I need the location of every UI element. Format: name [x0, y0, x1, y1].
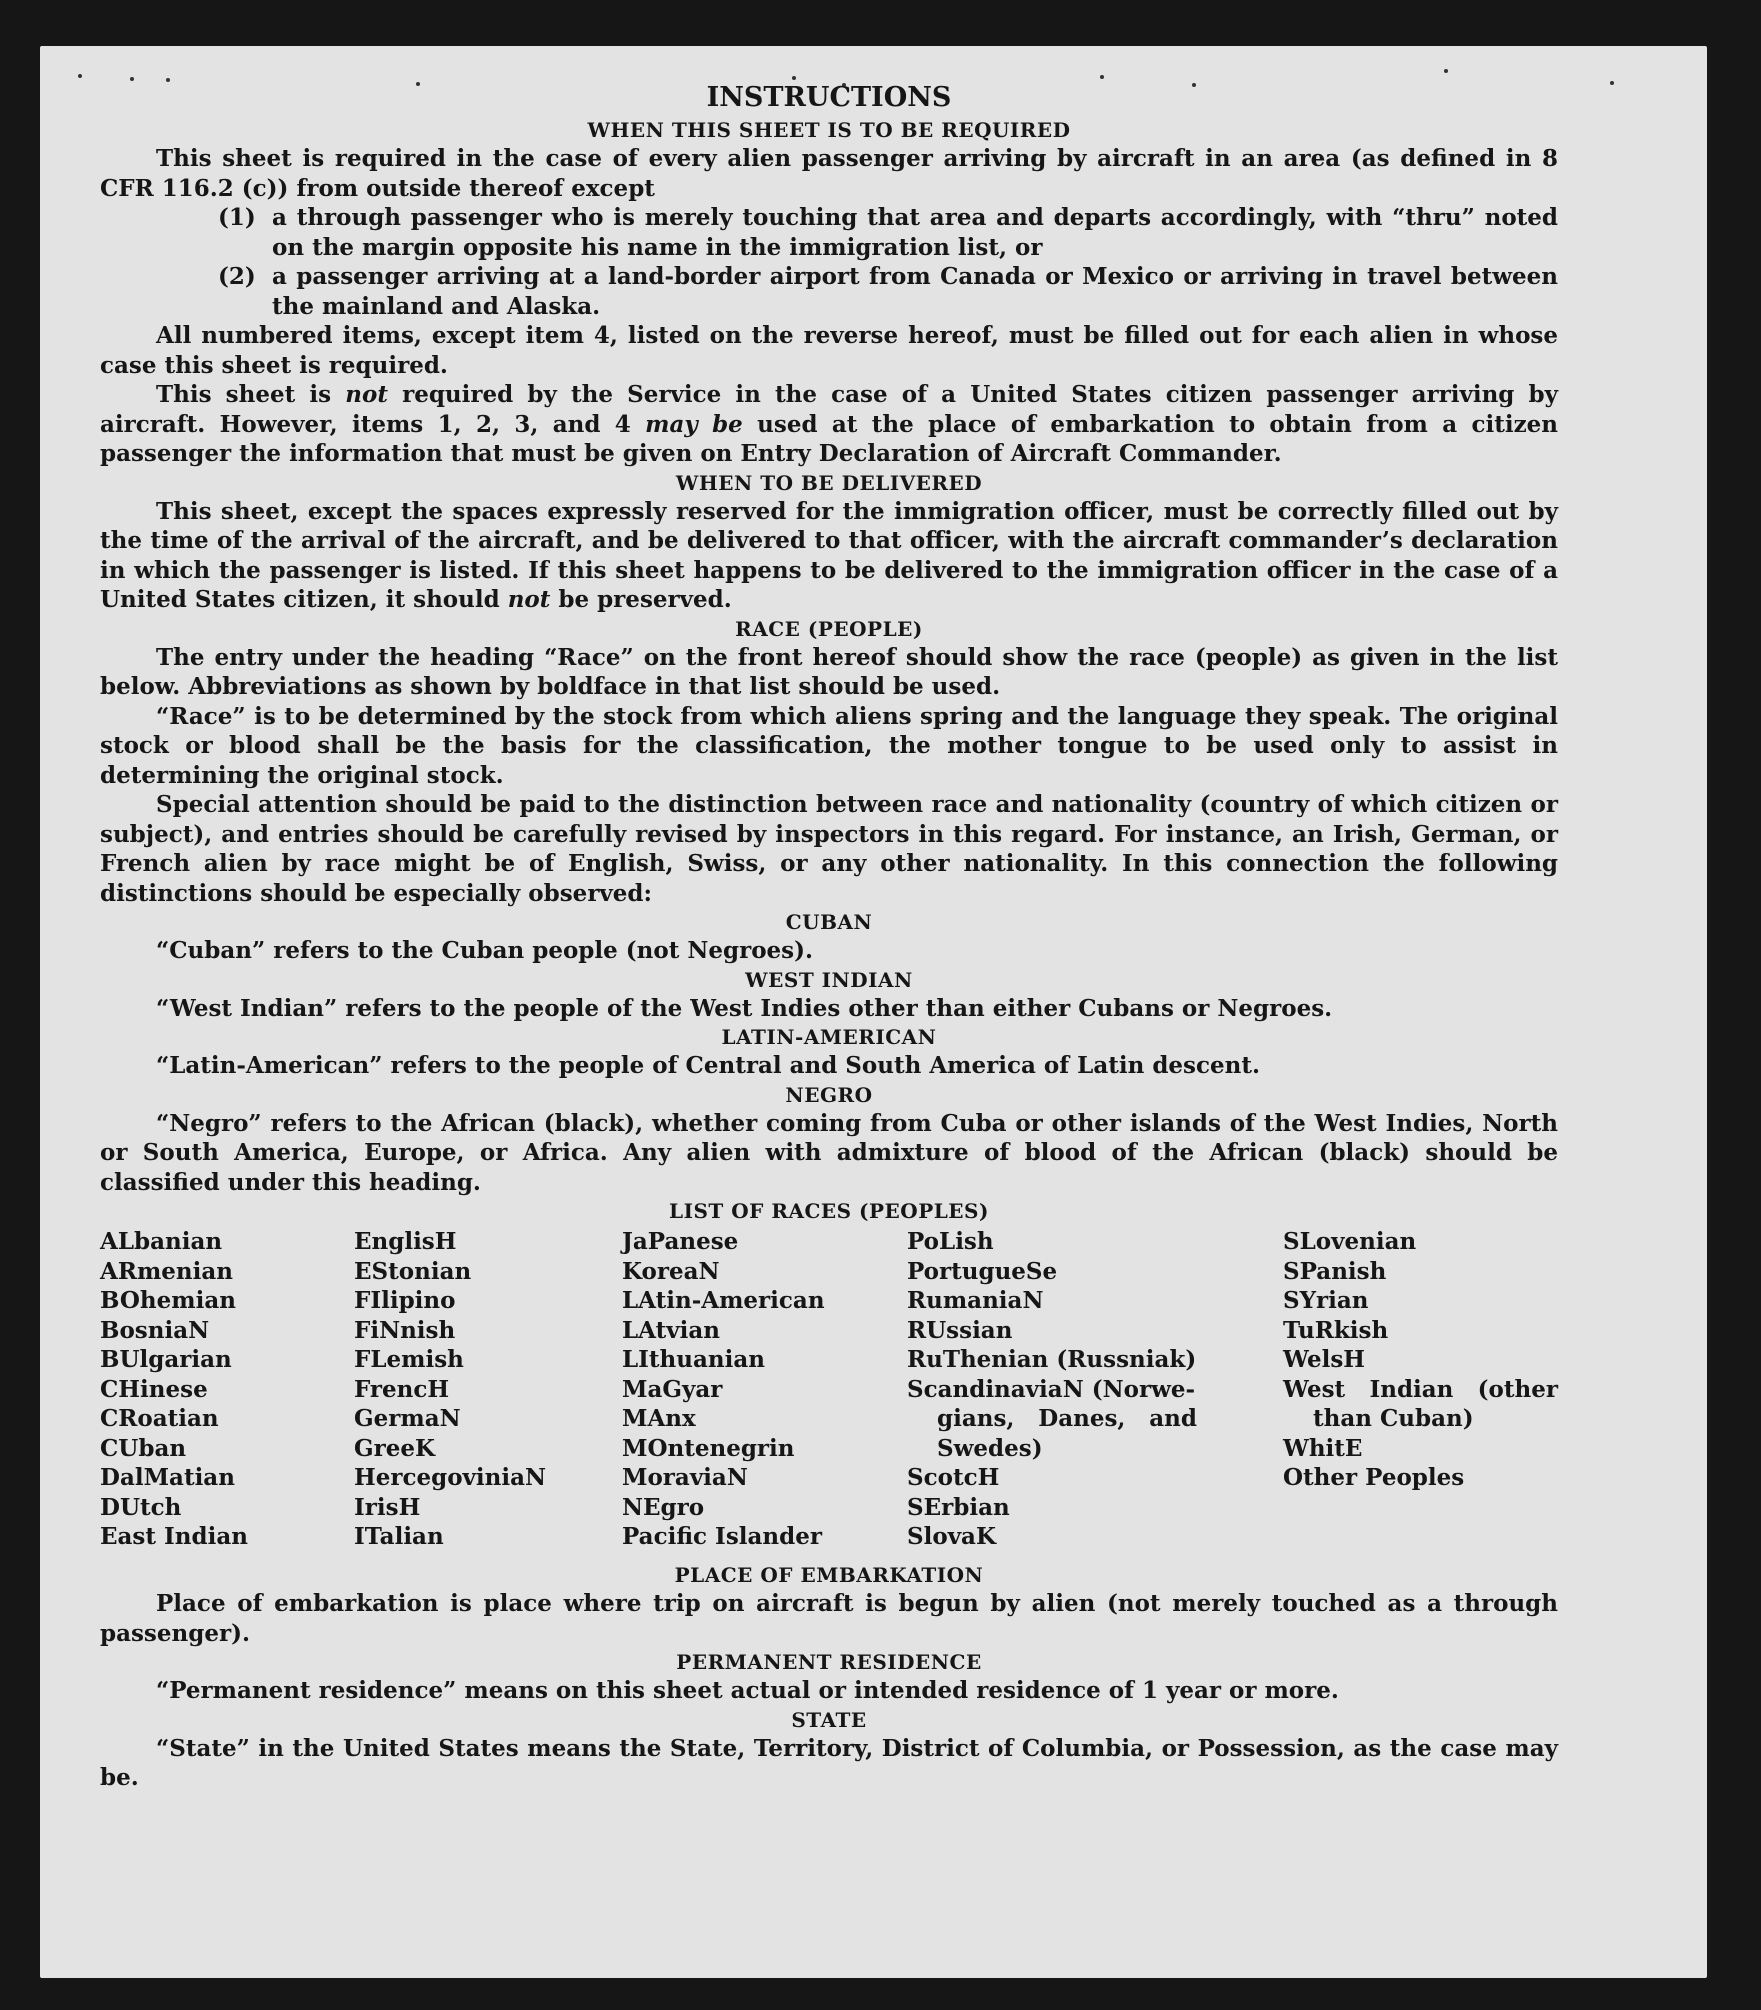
race-item: CHinese: [100, 1375, 208, 1403]
race-column-1: [100, 1227, 248, 1552]
race-item: SYrian: [1283, 1287, 1369, 1314]
race-item: FLemish: [354, 1346, 464, 1373]
race-item: MaGyar: [622, 1375, 723, 1403]
race-item: KoreaN: [622, 1257, 720, 1285]
heading-permanent-residence: PERMANENT RESIDENCE: [676, 1650, 982, 1674]
heading-negro: NEGRO: [785, 1082, 873, 1107]
emphasis-may-be: may be: [645, 410, 743, 438]
heading-list-of-races: LIST OF RACES (PEOPLES): [669, 1199, 989, 1223]
race-item: FrencH: [354, 1375, 450, 1403]
state-paragraph: “State” in the United States means the State, Territory, District of Columbia, or Possession, as the case may be.: [100, 1734, 1558, 1791]
heading-when-required: WHEN THIS SHEET IS TO BE REQUIRED: [587, 118, 1071, 142]
race-item: JaPanese: [622, 1228, 739, 1255]
exception-text: a passenger arriving at a land-border airport from Canada or Mexico or arriving in travel between the mainland and Alaska.: [272, 263, 1558, 320]
race-item: IrisH: [354, 1493, 421, 1521]
race-column-4: [907, 1227, 1197, 1552]
race-item: ScotcH: [907, 1464, 1000, 1491]
race-item: SLovenian: [1283, 1228, 1417, 1255]
when-delivered-paragraph: [100, 497, 1558, 615]
race-item: BOhemian: [100, 1287, 236, 1314]
race-list: [100, 1227, 1558, 1561]
race-paragraph-2: “Race” is to be determined by the stock from which aliens spring and the language they speak. The original stock or blood shall be the basis for the classification, the mother tongue to be used only to assist in determining the original stock.: [100, 702, 1558, 789]
race-item: East Indian: [100, 1523, 248, 1550]
race-item: BUlgarian: [100, 1346, 232, 1373]
race-column-3: [622, 1227, 825, 1552]
race-item: ITalian: [354, 1523, 444, 1550]
emphasis-not: not: [345, 381, 388, 408]
race-item: DalMatian: [100, 1464, 235, 1491]
race-item: FiNnish: [354, 1316, 456, 1344]
race-item: BosniaN: [100, 1316, 210, 1344]
boldface-word: boldface: [537, 673, 647, 700]
heading-latin-american: LATIN-AMERICAN: [721, 1025, 937, 1049]
heading-when-delivered: WHEN TO BE DELIVERED: [675, 470, 983, 495]
race-item: LAtin-American: [622, 1287, 825, 1314]
text-run: be preserved.: [550, 586, 732, 613]
race-item-scandinavian-cont: gians, Danes, and: [937, 1405, 1197, 1432]
race-item: LAtvian: [622, 1316, 720, 1344]
place-of-embarkation-paragraph: Place of embarkation is place where trip on aircraft is begun by alien (not merely touched as a through passenger).: [100, 1590, 1558, 1647]
race-item: PortugueSe: [907, 1257, 1058, 1285]
exception-item-2: [100, 262, 1558, 321]
exception-number: (1): [218, 204, 256, 231]
text-run: The entry under the heading “Race” on the front hereof should show the race (people) as given in the list below. Abbreviations as shown by: [100, 643, 1558, 700]
permanent-residence-paragraph: “Permanent residence” means on this sheet actual or intended residence of 1 year or more.: [156, 1677, 1339, 1704]
latin-american-paragraph: “Latin-American” refers to the people of Central and South America of Latin descent.: [156, 1052, 1260, 1079]
heading-state: STATE: [791, 1707, 867, 1732]
text-run: required by the Service in the case of a United States citizen passenger arriving by aircraft. However, items 1, 2, 3, and 4: [100, 381, 1558, 438]
race-item: CUban: [100, 1434, 187, 1462]
exception-item-1: [100, 203, 1558, 262]
race-item-scandinavian-cont: Swedes): [937, 1434, 1043, 1462]
race-item: CRoatian: [100, 1405, 219, 1432]
race-item: SlovaK: [907, 1523, 996, 1550]
race-item: SErbian: [907, 1493, 1010, 1521]
race-item: EStonian: [354, 1257, 472, 1285]
exception-text: a through passenger who is merely touching that area and departs accordingly, with “thru” noted on the margin opposite his name in the immigration list, or: [272, 204, 1558, 261]
race-item: GermaN: [354, 1405, 461, 1432]
exception-number: (2): [218, 263, 256, 290]
race-item: WhitE: [1283, 1434, 1363, 1462]
when-required-intro: This sheet is required in the case of every alien passenger arriving by aircraft in an area (as defined in 8 CFR 116.2 (c)) from outside thereof except: [100, 145, 1558, 202]
race-column-5: [1283, 1227, 1558, 1493]
race-item: MoraviaN: [622, 1464, 748, 1491]
instructions-content: [100, 80, 1558, 1793]
race-item: FIlipino: [354, 1287, 456, 1314]
race-item: ARmenian: [100, 1257, 234, 1285]
west-indian-paragraph: “West Indian” refers to the people of the West Indies other than either Cubans or Negroes.: [156, 994, 1333, 1022]
race-item: NEgro: [622, 1493, 705, 1521]
race-item: HercegoviniaN: [354, 1464, 547, 1491]
race-item-west-indian: West Indian (other: [1283, 1375, 1558, 1403]
race-item: RUssian: [907, 1316, 1013, 1344]
race-item: WelsH: [1283, 1346, 1366, 1373]
emphasis-not: not: [507, 586, 551, 613]
race-item-scandinavian: ScandinaviaN (Norwe-: [907, 1375, 1196, 1403]
heading-race: RACE (PEOPLE): [735, 616, 923, 641]
numbered-items-paragraph: All numbered items, except item 4, listed on the reverse hereof, must be filled out for each alien in whose case this sheet is required.: [100, 322, 1558, 379]
text-run: in that list should be used.: [646, 673, 1001, 700]
race-item: TuRkish: [1283, 1316, 1389, 1344]
negro-paragraph: “Negro” refers to the African (black), whether coming from Cuba or other islands of the West Indies, North or South America, Europe, or Africa. Any alien with admixture of blood of the African (black) should be classified under this heading.: [100, 1109, 1558, 1196]
race-paragraph-1: [100, 643, 1558, 702]
race-item: RuThenian (Russniak): [907, 1346, 1197, 1373]
race-item: MOntenegrin: [622, 1434, 795, 1462]
heading-place-of-embarkation: PLACE OF EMBARKATION: [674, 1563, 984, 1587]
text-run: used at the place of embarkation to obtain from a citizen passenger the information that must be given on Entry Declaration of Aircraft Commander.: [100, 410, 1559, 467]
race-item: RumaniaN: [907, 1287, 1044, 1314]
race-paragraph-3: Special attention should be paid to the distinction between race and nationality (country of which citizen or subject), and entries should be carefully revised by inspectors in this regard. For instance, an Irish, German, or French alien by race might be of English, Swiss, or any other nationality. In this connection the following distinctions should be especially observed:: [100, 791, 1558, 907]
heading-cuban: CUBAN: [785, 910, 873, 934]
race-item: MAnx: [622, 1405, 696, 1432]
text-run: This sheet, except the spaces expressly reserved for the immigration officer, must be correctly filled out by the time of the arrival of the aircraft, and be delivered to that officer, with the aircraft commander’s declaration in which the passenger is listed. If this sheet happens to be delivered to the immigration officer in the case of a United States citizen, it should: [100, 497, 1558, 613]
race-item: Pacific Islander: [622, 1523, 822, 1550]
race-item-west-indian-cont: than Cuban): [1313, 1405, 1474, 1432]
race-item: PoLish: [907, 1228, 994, 1255]
race-column-2: [354, 1227, 546, 1552]
race-item: EnglisH: [354, 1228, 457, 1255]
race-item: ALbanian: [100, 1228, 223, 1255]
race-item: SPanish: [1283, 1257, 1387, 1285]
race-item: LIthuanian: [622, 1346, 765, 1373]
race-item: GreeK: [354, 1434, 436, 1462]
citizen-paragraph: [100, 380, 1558, 469]
text-run: This sheet is: [156, 381, 346, 408]
race-item: Other Peoples: [1283, 1464, 1465, 1491]
page-title: INSTRUCTIONS: [706, 82, 952, 113]
heading-west-indian: WEST INDIAN: [745, 967, 913, 992]
cuban-paragraph: “Cuban” refers to the Cuban people (not Negroes).: [156, 937, 814, 964]
race-item: DUtch: [100, 1493, 182, 1521]
